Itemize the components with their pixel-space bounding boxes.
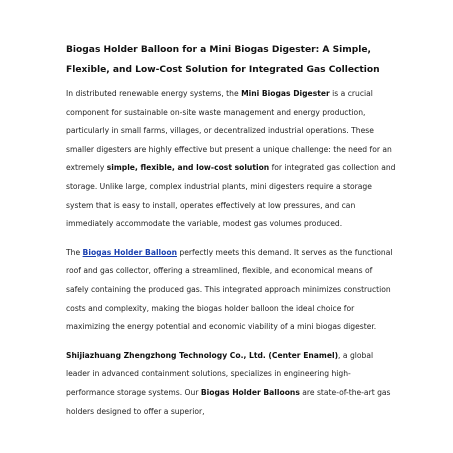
document-page bbox=[66, 40, 396, 431]
paragraph-solution bbox=[66, 244, 396, 337]
bold-simple-flexible-low-cost: simple, flexible, and low-cost solution bbox=[106, 163, 270, 173]
bold-mini-biogas-digester: Mini Biogas Digester bbox=[241, 89, 330, 98]
bold-biogas-holder-balloons: Biogas Holder Balloons bbox=[200, 387, 300, 397]
paragraph-solution-text-2: perfectly meets this demand. It serves as the functional roof and gas collector, offering a streamlined, flexible, and economical means of safely containing the produced gas. This integrated approach minimizes construction costs and complexity, making the biogas holder balloon the ideal choice for maximizing the energy potential and economic viability of a mini biogas digester. bbox=[66, 247, 393, 332]
paragraph-solution-text-1: The bbox=[66, 247, 83, 257]
paragraph-intro-text-1: In distributed renewable energy systems, the bbox=[66, 89, 242, 98]
paragraph-intro-text-3: for integrated gas collection and storage. Unlike large, complex industrial plants, mini digesters require a storage system that is easy to install, operates effectively at low pressures, and can immediately accommodate the variable, modest gas volumes produced. bbox=[66, 163, 396, 229]
paragraph-company-text-1: , a global leader in advanced containment solutions, specializes in engineering high-performance storage systems. Our bbox=[66, 350, 374, 397]
bold-company-name: Shijiazhuang Zhengzhong Technology Co., Ltd. (Center Enamel) bbox=[66, 350, 339, 360]
paragraph-intro bbox=[66, 85, 396, 234]
paragraph-intro-text-2: is a crucial component for sustainable on-site waste management and energy production, particularly in small farms, villages, or decentralized industrial operations. These smaller digesters are highly effective but present a unique challenge: the need for an extremely bbox=[66, 89, 392, 173]
biogas-holder-balloon-link[interactable]: Biogas Holder Balloon bbox=[82, 247, 177, 257]
paragraph-company bbox=[66, 347, 396, 421]
page-title: Biogas Holder Balloon for a Mini Biogas Digester: A Simple, Flexible, and Low-Cost Solution for Integrated Gas Collection bbox=[66, 45, 380, 75]
paragraph-company-text-2: are state-of-the-art gas holders designed to offer a superior, bbox=[66, 387, 391, 416]
